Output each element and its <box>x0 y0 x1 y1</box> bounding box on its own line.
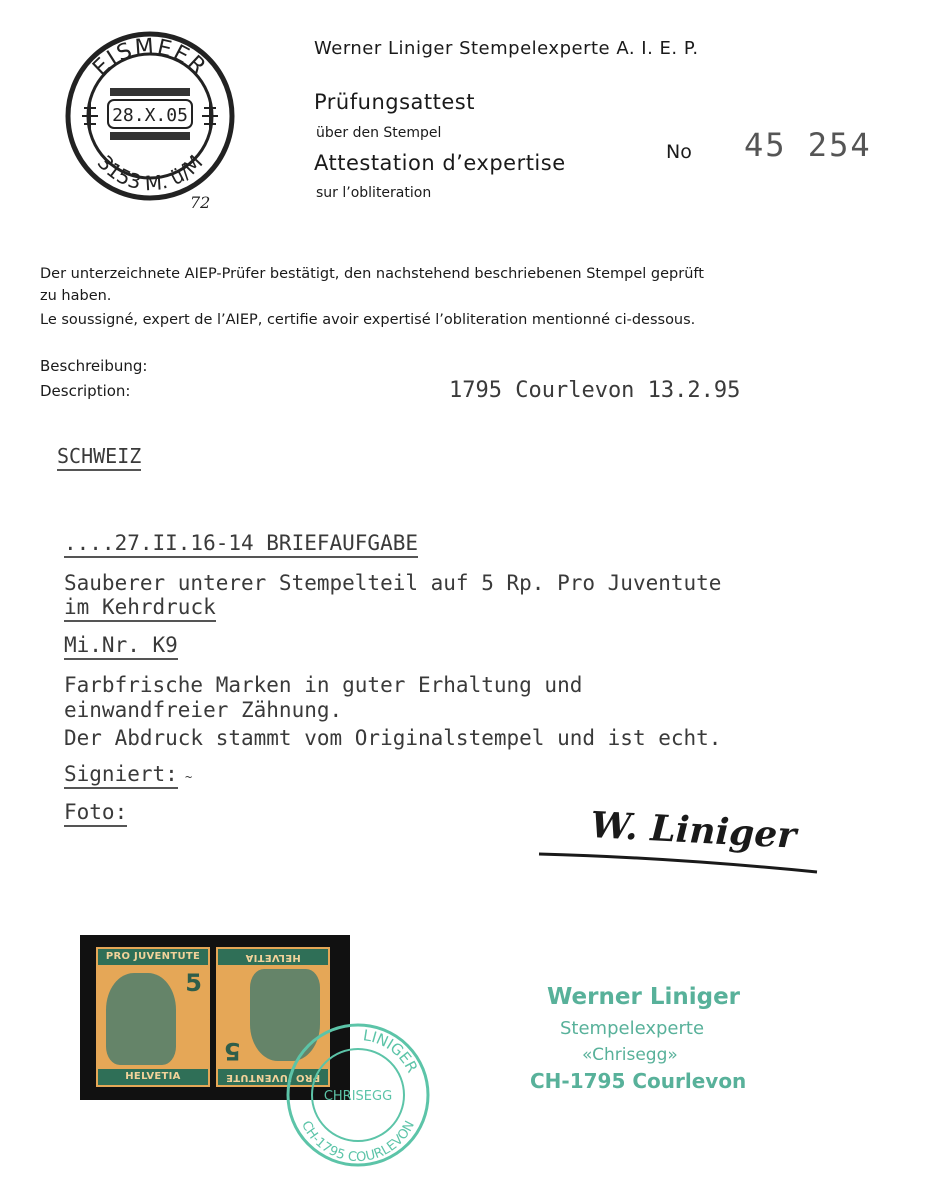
postmark-bottom-text: 3153 M. ü/M <box>92 150 208 196</box>
svg-text:W. Liniger: W. Liniger <box>589 804 798 857</box>
typed-line2: Sauberer unterer Stempelteil auf 5 Rp. Pro Juventute <box>64 571 722 595</box>
address-stamp-title: Stempelexperte <box>560 1018 705 1039</box>
stamp-bottom-band: HELVETIA <box>218 949 328 965</box>
typed-line5: Farbfrische Marken in guter Erhaltung und <box>64 673 583 697</box>
cancel-bottom-text: CH-1795 COURLEVON <box>298 1118 418 1166</box>
postmark-note: 72 <box>190 193 211 212</box>
address-stamp-postcode: CH-1795 Courlevon <box>530 1069 747 1093</box>
expert-name-line: Werner Liniger Stempelexperte A. I. E. P. <box>314 38 699 59</box>
cancel-middle-text: CHRISEGG <box>323 1089 393 1104</box>
title-de: Prüfungsattest <box>314 90 475 114</box>
typed-line3-prefix: im <box>64 595 102 619</box>
postmark-top-text: EISMEER <box>88 34 212 82</box>
label-beschreibung: Beschreibung: <box>40 357 148 375</box>
typed-line3 <box>64 595 216 619</box>
typed-line1: ....27.II.16-14 BRIEFAUFGABE <box>64 531 418 558</box>
country: SCHWEIZ <box>57 444 141 471</box>
typed-line7: Der Abdruck stammt vom Originalstempel und ist echt. <box>64 726 722 750</box>
green-circular-cancel <box>283 1020 433 1170</box>
title-fr: Attestation d’expertise <box>314 151 566 175</box>
edelweiss-right-icon <box>202 102 218 130</box>
certificate-number: 45 254 <box>744 126 872 164</box>
subtitle-de: über den Stempel <box>316 125 442 141</box>
typed-line4: Mi.Nr. K9 <box>64 633 178 660</box>
edelweiss-left-icon <box>82 102 98 130</box>
statement-de-line2: zu haben. <box>40 288 112 304</box>
stamp-value: 5 <box>224 1037 241 1065</box>
stamp-top-band: PRO JUVENTUTE <box>218 1069 328 1085</box>
number-label: No <box>666 141 692 163</box>
typed-line3-kehrdruck: Kehrdruck <box>101 595 216 619</box>
description-value: 1795 Courlevon 13.2.95 <box>449 378 741 403</box>
handwritten-signature <box>535 790 825 890</box>
signiert-label: Signiert: <box>64 762 178 789</box>
stamp-top-band: PRO JUVENTUTE <box>98 949 208 965</box>
svg-text:EISMEER <box>88 34 211 81</box>
stamp-bottom-band: HELVETIA <box>98 1069 208 1085</box>
postmark-date: 28.X.05 <box>112 105 188 126</box>
statement-de-line1: Der unterzeichnete AIEP-Prüfer bestätigt, den nachstehend beschriebenen Stempel geprüft <box>40 266 704 282</box>
eismeer-postmark <box>62 24 252 224</box>
stamp-value: 5 <box>185 969 202 997</box>
statement-fr: Le soussigné, expert de l’AIEP, certifie avoir expertisé l’obliteration mentionné ci-dessous. <box>40 312 696 328</box>
typed-line6: einwandfreier Zähnung. <box>64 698 343 722</box>
foto-label: Foto: <box>64 800 127 827</box>
address-stamp-locality: «Chrisegg» <box>582 1045 678 1065</box>
stamp-upright <box>96 947 210 1087</box>
subtitle-fr: sur l’obliteration <box>316 185 432 201</box>
cancel-ring-text: LINIGER <box>361 1026 422 1076</box>
address-stamp-name: Werner Liniger <box>547 984 741 1010</box>
label-description: Description: <box>40 382 131 400</box>
